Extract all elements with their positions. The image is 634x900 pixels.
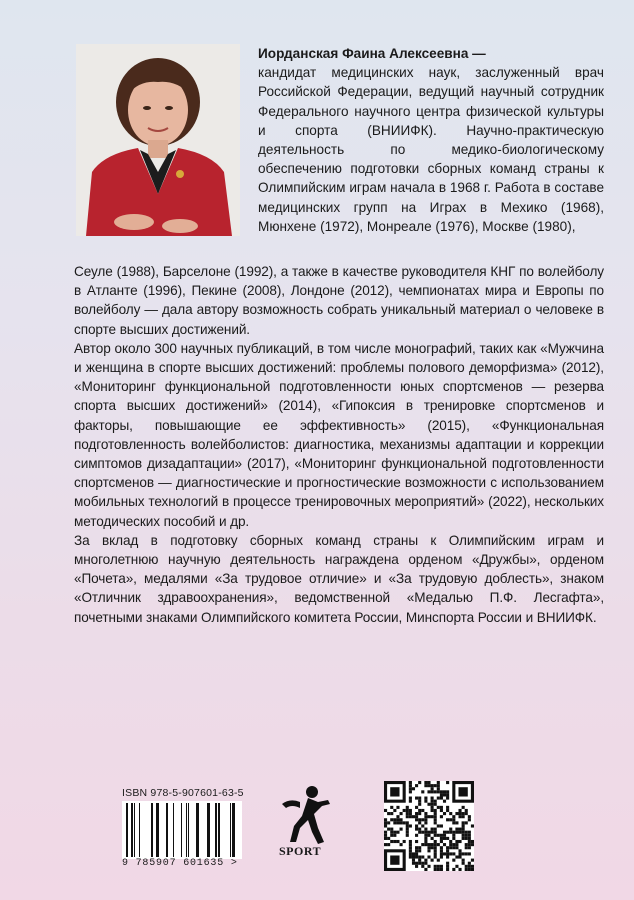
author-photo [76,44,240,236]
barcode [122,801,242,859]
publisher-logo-text: SPORT [279,844,322,858]
author-intro-text: кандидат медицинских наук, заслуженный врач Российской Федерации, ведущий научный сотрудник Федерального научного центра физической культуры и спорта (ВНИИФК). Научно-практическую деятельность по медико-биологическому обеспечению подготовки сборных команд страны к Олимпийским играм начала в 1968 г. Работа в составе медицинских групп на Играх в Мехико (1968), Мюнхене (1972), Монреале (1976), Москве (1980), [258,65,604,234]
bio-paragraph-awards: За вклад в подготовку сборных команд страны к Олимпийским играм и многолетнюю научную деятельность награждена орденом «Дружбы», орденом «Почета», медалями «За трудовое отличие» и «За трудовую доблесть», знаком «Отличник здравоохранения», ведомственной «Медалью П.Ф. Лесгафта», почетными знаками Олимпийского комитета России, Минспорта России и ВНИИФК. [74,532,604,625]
author-name: Иорданская Фаина Алексеевна [258,46,469,61]
bio-body [74,262,604,627]
author-name-dash: — [468,46,486,61]
bio-paragraph-1-continued: Сеуле (1988), Барселоне (1992), а также в качестве руководителя КНГ по волейболу в Атланте (1996), Пекине (2008), Лондоне (2012), чемпионатах мира и Европы по волейболу — дала автору возможность собрать уникальный материал о человеке в спорте высших достижений. [74,264,604,337]
barcode-digits: 9 785907 601635 > [122,858,238,869]
isbn-text: ISBN 978-5-907601-63-5 [122,787,244,799]
author-intro [258,44,604,236]
qr-code [384,781,474,871]
bio-paragraph-publications: Автор около 300 научных публикаций, в том числе монографий, таких как «Мужчина и женщина в спорте высших достижений: проблемы полового деморфизма» (2012), «Мониторинг функциональной подготовленности юных спортсменов — резерва спорта высших достижений» (2014), «Гипоксия в тренировке спортсменов и факторы, повышающие ее эффективность» (2015), «Функциональная подготовленность волейболистов: диагностика, механизмы адаптации и коррекции симптомов дизадаптации» (2017), «Мониторинг функциональной подготовленности спортсменов — диагностические и прогностические возможности с использованием мобильных технологий в процессе тренировочных мероприятий» (2022), нескольких методических пособий и др. [74,340,604,529]
